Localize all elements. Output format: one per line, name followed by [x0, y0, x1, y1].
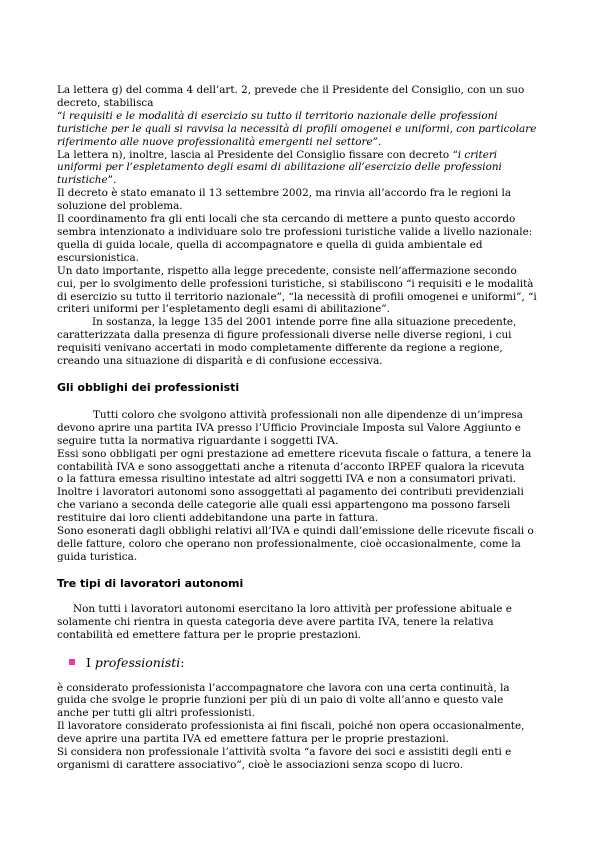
- text-line: anche per tutti gli altri professionisti.: [57, 707, 255, 720]
- bullet-prefix: I: [86, 654, 95, 670]
- text-line: quella di guida locale, quella di accompagnatore e quella di guida ambientale ed: [57, 238, 483, 251]
- text-line: che variano a seconda delle categorie alle quali essi appartengono ma possono farseli: [57, 499, 511, 512]
- text-line: soluzione del problema.: [57, 200, 183, 213]
- text-line: Il decreto è stato emanato il 13 settembre 2002, ma rinvia all’accordo fra le regioni la: [57, 187, 512, 200]
- text-line: contabilità IVA e sono assoggettati anche a ritenuta d’acconto IRPEF qualora la ricevuta: [57, 460, 525, 473]
- text-line: Il lavoratore considerato professionista ai fini fiscali, poiché non opera occasionalmente,: [57, 720, 525, 733]
- text-line: [57, 123, 545, 136]
- bullet-item-professionisti: [57, 655, 545, 670]
- text-line: restituire dai loro clienti addebitandone una parte in fattura.: [57, 512, 379, 525]
- italic-quote: riferimento alle nuove professionalità emergenti nel settore”.: [57, 135, 382, 148]
- section-professional-definition-text: [57, 682, 545, 772]
- text-line: cui, per lo svolgimento delle professioni turistiche, si stabiliscono “i requisiti e le modalità: [57, 277, 534, 290]
- text-line: [57, 161, 545, 174]
- italic-quote: uniformi per l’espletamento degli esami di abilitazione all’esercizio delle professioni: [57, 161, 502, 174]
- italic-quote: “i requisiti e le modalità di esercizio su tutto il territorio nazionale delle professioni: [57, 109, 498, 122]
- text-line: Un dato importante, rispetto alla legge precedente, consiste nell’affermazione secondo: [57, 264, 517, 277]
- text-line: guida turistica.: [57, 550, 138, 563]
- text-line: criteri uniformi per l’espletamento degli esami di abilitazione”.: [57, 303, 390, 316]
- text-line: è considerato professionista l’accompagnatore che lavora con una certa continuità, la: [57, 681, 510, 694]
- text-line: o la fattura emessa risultino intestate ad altri soggetti IVA e non a consumatori privati.: [57, 473, 517, 486]
- text-line: [57, 174, 545, 187]
- text-line: Non tutti i lavoratori autonomi esercitano la loro attività per professione abituale e: [73, 602, 512, 615]
- text-line: solamente chi rientra in questa categoria deve avere partita IVA, tenere la relativa: [57, 615, 494, 628]
- section-worker-types-text: [57, 603, 545, 642]
- bullet-label: professionisti: [94, 654, 181, 670]
- text-line: [57, 149, 545, 162]
- text-line: deve aprire una partita IVA ed emettere fattura per le proprie prestazioni.: [57, 733, 449, 746]
- text-line: La lettera g) del comma 4 dell’art. 2, prevede che il Presidente del Consiglio, con un suo: [57, 84, 525, 96]
- section-obligations-text: [57, 409, 545, 564]
- italic-quote: turistiche per le quali si ravvisa la necessità di profili omogenei e uniformi, con particolare: [57, 122, 537, 135]
- section-heading: Gli obblighi dei professionisti: [57, 380, 240, 394]
- text-line: di esercizio su tutto il territorio nazionale”, “la necessità di profili omogenei e uniformi”, “i: [57, 290, 537, 303]
- section-decree-text: [57, 84, 545, 368]
- text-line: [57, 110, 545, 123]
- text-line: escursionistica.: [57, 251, 140, 264]
- text-line: Il coordinamento fra gli enti locali che sta cercando di mettere a punto questo accordo: [57, 213, 516, 226]
- text-line: In sostanza, la legge 135 del 2001 intende porre fine alla situazione precedente,: [92, 316, 517, 329]
- text-line: guida che svolge le proprie funzioni per più di un paio di volte all’anno e questo vale: [57, 694, 504, 707]
- italic-quote: turistiche: [57, 174, 108, 187]
- document-page: [57, 84, 545, 772]
- text-segment: ”.: [107, 174, 117, 187]
- text-line: Inoltre i lavoratori autonomi sono assoggettati al pagamento dei contributi previdenziali: [57, 486, 524, 499]
- text-line: [57, 136, 545, 149]
- text-line: Tutti coloro che svolgono attività professionali non alle dipendenze di un’impresa: [93, 408, 523, 421]
- section-heading: Tre tipi di lavoratori autonomi: [57, 576, 244, 590]
- text-line: caratterizzata dalla presenza di figure professionali diverse nelle diverse regioni, i cui: [57, 329, 512, 342]
- text-line: decreto, stabilisca: [57, 96, 154, 109]
- text-line: delle fatture, coloro che operano non professionalmente, cioè occasionalmente, come la: [57, 538, 521, 550]
- pink-square-bullet-icon: [69, 659, 75, 665]
- text-line: devono aprire una partita IVA presso l’Ufficio Provinciale Imposta sul Valore Aggiunto e: [57, 421, 521, 434]
- text-line: Sono esonerati dagli obblighi relativi all’IVA e quindi dall’emissione delle ricevute fiscali o: [57, 525, 534, 538]
- text-line: Essi sono obbligati per ogni prestazione ad emettere ricevuta fiscale o fattura, a tenere la: [57, 447, 532, 460]
- text-line: seguire tutta la normativa riguardante i soggetti IVA.: [57, 434, 339, 447]
- bullet-suffix: :: [180, 654, 185, 670]
- text-segment: La lettera n), inoltre, lascia al Presidente del Consiglio fissare con decreto “: [57, 148, 458, 161]
- text-line: contabilità ed emettere fattura per le proprie prestazioni.: [57, 628, 362, 641]
- text-line: creando una situazione di disparità e di confusione eccessiva.: [57, 355, 383, 368]
- italic-quote: i criteri: [457, 148, 498, 161]
- text-line: sembra intenzionato a individuare solo tre professioni turistiche valide a livello nazionale:: [57, 225, 533, 238]
- text-line: organismi di carattere associativo”, cioè le associazioni senza scopo di lucro.: [57, 758, 463, 771]
- text-line: Si considera non professionale l’attività svolta “a favore dei soci e assistiti degli enti e: [57, 746, 512, 759]
- text-line: requisiti venivano accertati in modo completamente differente da regione a regione,: [57, 342, 503, 355]
